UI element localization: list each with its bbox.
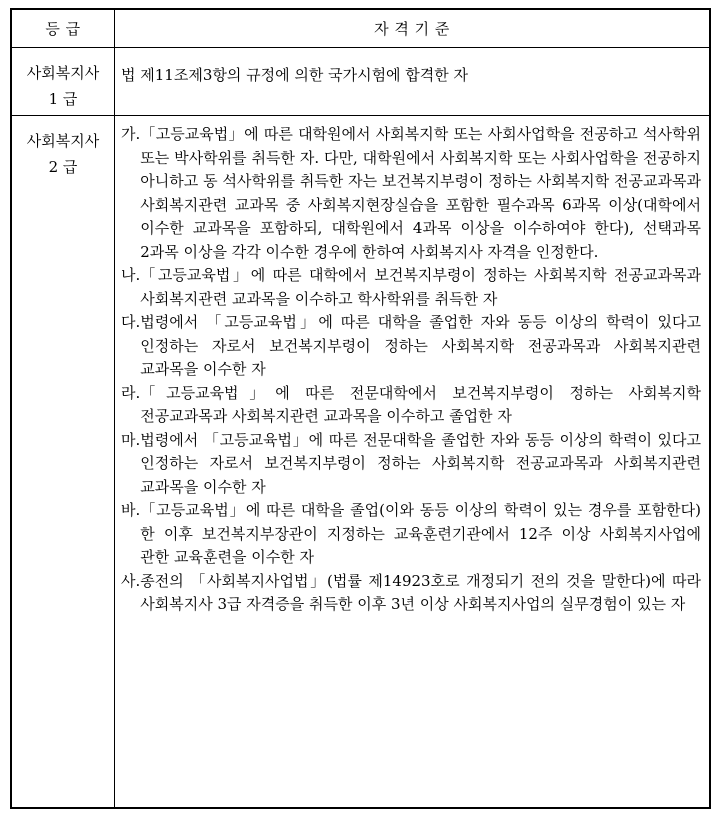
table-header-row bbox=[12, 10, 709, 48]
qualification-table bbox=[10, 8, 711, 809]
criteria-cell bbox=[115, 116, 709, 807]
criteria-list bbox=[115, 116, 709, 617]
list-item bbox=[121, 311, 701, 382]
criteria-cell bbox=[115, 48, 709, 115]
grade-cell bbox=[12, 116, 115, 807]
table-row bbox=[12, 116, 709, 807]
grade-title: 사회복지사 bbox=[26, 132, 100, 150]
grade-cell bbox=[12, 48, 115, 115]
item-marker: 바. bbox=[121, 501, 141, 519]
item-text: 「고등교육법」에 따른 대학원에서 사회복지학 또는 사회사업학을 전공하고 석사학위 또는 박사학위를 취득한 자. 다만, 대학원에서 사회복지학 또는 사회사업학을 전공하지 아니하고 동 석사학위를 취득한 자는 보건복지부령이 정하는 사회복지학 전공교과목과 사회복지관련 교과목 중 사회복지현장실습을 포함한 필수과목 6과목 이상(대학에서 이수한 교과목을 포함하되, 대학원에서 4과목 이상을 이수하여야 한다), 선택과목 2과목 이상을 각각 이수한 경우에 한하여 사회복지사 자격을 인정한다. bbox=[140, 125, 701, 261]
item-text: 법령에서 「고등교육법」에 따른 대학을 졸업한 자와 동등 이상의 학력이 있다고 인정하는 자로서 보건복지부령이 정하는 사회복지학 전공과목과 사회복지관련 교과목을 이수한 자 bbox=[140, 313, 701, 378]
list-item bbox=[121, 499, 701, 570]
list-item bbox=[121, 123, 701, 264]
criteria-text: 법 제11조제3항의 규정에 의한 국가시험에 합격한 자 bbox=[121, 66, 469, 84]
item-text: 종전의 「사회복지사업법」(법률 제14923호로 개정되기 전의 것을 말한다)에 따라 사회복지사 3급 자격증을 취득한 이후 3년 이상 사회복지사업의 실무경험이 있는 자 bbox=[140, 571, 701, 613]
item-marker: 가. bbox=[121, 125, 141, 143]
grade-title: 사회복지사 bbox=[26, 64, 100, 82]
item-marker: 라. bbox=[121, 383, 141, 402]
item-text: 법령에서 「고등교육법」에 따른 전문대학을 졸업한 자와 동등 이상의 학력이 있다고 인정하는 자로서 보건복지부령이 정하는 사회복지학 전공교과목과 사회복지관련 교과목을 이수한 자 bbox=[140, 430, 701, 496]
table-row bbox=[12, 48, 709, 116]
grade-level: 2 급 bbox=[48, 158, 78, 176]
list-item bbox=[121, 382, 701, 429]
list-item bbox=[121, 429, 701, 500]
header-grade: 등 급 bbox=[12, 10, 115, 47]
item-marker: 마. bbox=[121, 430, 141, 449]
header-criteria: 자 격 기 준 bbox=[374, 20, 450, 38]
list-item bbox=[121, 264, 701, 311]
item-marker: 다. bbox=[121, 313, 141, 331]
item-text: 「고등교육법」에 따른 전문대학에서 보건복지부령이 정하는 사회복지학 전공교과목과 사회복지관련 교과목을 이수하고 졸업한 자 bbox=[140, 383, 701, 425]
list-item bbox=[121, 570, 701, 617]
item-marker: 나. bbox=[121, 266, 141, 284]
item-marker: 사. bbox=[121, 571, 141, 590]
item-text: 「고등교육법」에 따른 대학을 졸업(이와 동등 이상의 학력이 있는 경우를 포함한다)한 이후 보건복지부장관이 지정하는 교육훈련기관에서 12주 이상 사회복지사업에 관한 교육훈련을 이수한 자 bbox=[140, 501, 701, 566]
grade-level: 1 급 bbox=[48, 90, 78, 108]
item-text: 「고등교육법」에 따른 대학에서 보건복지부령이 정하는 사회복지학 전공교과목과 사회복지관련 교과목을 이수하고 학사학위를 취득한 자 bbox=[140, 266, 701, 308]
